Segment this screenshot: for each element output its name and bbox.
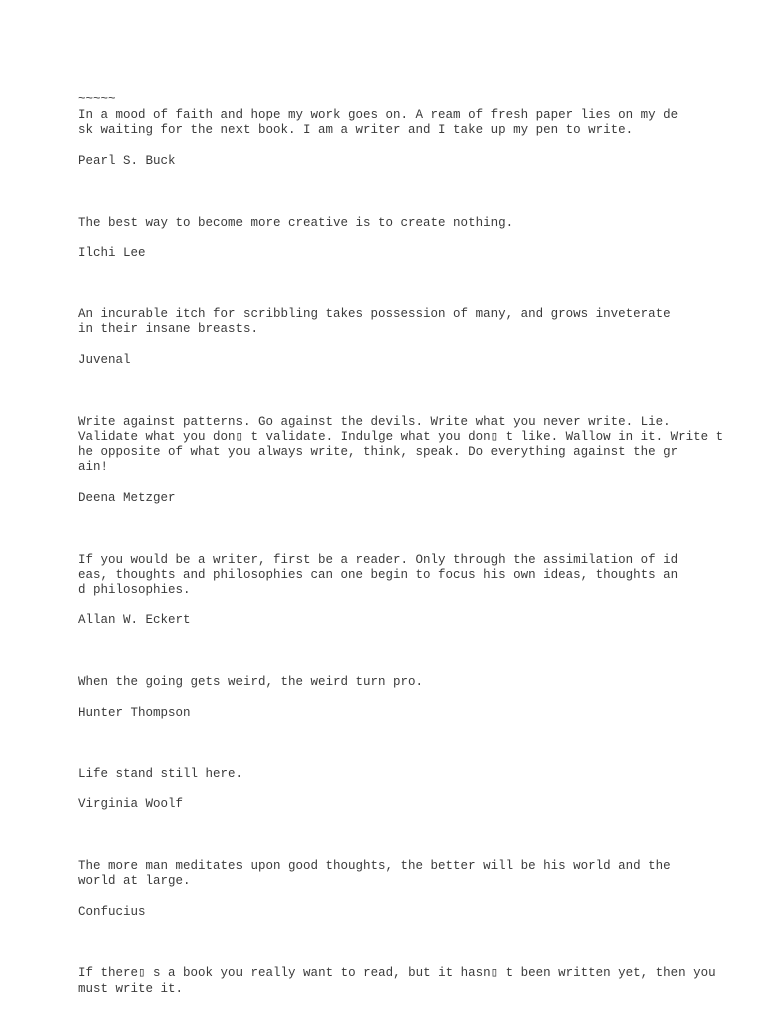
quote-author: Confucius — [78, 905, 146, 919]
quote-line: world at large. — [78, 874, 191, 888]
quote-line: An incurable itch for scribbling takes possession of many, and grows inveterate — [78, 307, 671, 321]
quote-author: Virginia Woolf — [78, 797, 184, 811]
quote-line: d philosophies. — [78, 583, 191, 597]
quote-author: Allan W. Eckert — [78, 613, 191, 627]
header-rule: ~~~~~ — [78, 92, 116, 106]
quote-line: ain! — [78, 460, 109, 474]
quote-line: In a mood of faith and hope my work goes on. A ream of fresh paper lies on my de — [78, 108, 679, 122]
quote-author: Hunter Thompson — [78, 706, 191, 720]
quote-line: The more man meditates upon good thoughts, the better will be his world and the — [78, 859, 671, 873]
quote-line: Validate what you don▯ t validate. Indulge what you don▯ t like. Wallow in it. Write t — [78, 430, 724, 444]
quote-line: in their insane breasts. — [78, 322, 259, 336]
quote-line: he opposite of what you always write, think, speak. Do everything against the gr — [78, 445, 679, 459]
quote-line: Life stand still here. — [78, 767, 244, 781]
quote-line: sk waiting for the next book. I am a writer and I take up my pen to write. — [78, 123, 634, 137]
quote-author: Ilchi Lee — [78, 246, 146, 260]
quote-line: Write against patterns. Go against the devils. Write what you never write. Lie. — [78, 415, 671, 429]
quote-line: If you would be a writer, first be a reader. Only through the assimilation of id — [78, 553, 679, 567]
quote-author: Deena Metzger — [78, 491, 176, 505]
quote-line: The best way to become more creative is to create nothing. — [78, 216, 514, 230]
quote-line: If there▯ s a book you really want to read, but it hasn▯ t been written yet, then you — [78, 966, 716, 980]
quote-line: When the going gets weird, the weird turn pro. — [78, 675, 424, 689]
quote-line: must write it. — [78, 982, 184, 996]
quote-author: Juvenal — [78, 353, 131, 367]
quote-line: eas, thoughts and philosophies can one begin to focus his own ideas, thoughts an — [78, 568, 679, 582]
quote-author: Pearl S. Buck — [78, 154, 176, 168]
